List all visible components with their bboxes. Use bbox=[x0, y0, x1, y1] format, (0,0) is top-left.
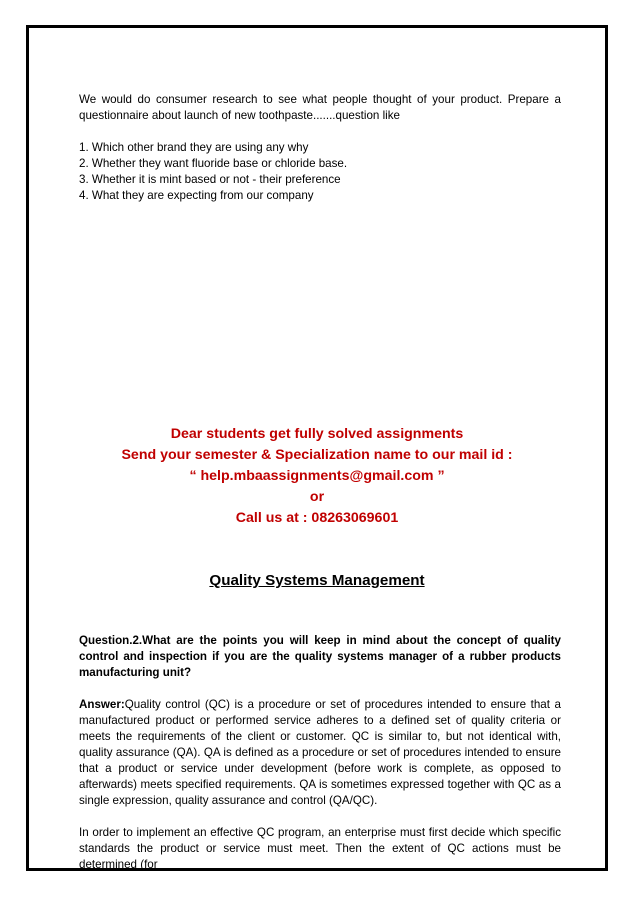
intro-paragraph: We would do consumer research to see what people thought of your product. Prepare a questionnaire about launch of new toothpaste.......question like bbox=[79, 93, 561, 122]
promo-headline: Dear students get fully solved assignments bbox=[170, 426, 464, 442]
promo-instruction: Send your semester & Specialization name to our mail id : bbox=[121, 447, 513, 463]
qa-section bbox=[79, 633, 561, 889]
question-list bbox=[79, 140, 561, 204]
body-paragraph: In order to implement an effective QC program, an enterprise must first decide which specific standards the product or service must meet. Then the extent of QC actions must be determined (for bbox=[79, 826, 561, 871]
promo-email[interactable]: “ help.mbaassignments@gmail.com ” bbox=[189, 468, 445, 484]
answer-paragraph bbox=[79, 697, 561, 809]
list-item: 2. Whether they want fluoride base or chloride base. bbox=[79, 157, 348, 170]
question-text: Question.2.What are the points you will keep in mind about the concept of quality control and inspection if you are the quality systems manager of a rubber products manufacturing unit? bbox=[79, 634, 561, 679]
promo-block bbox=[26, 424, 608, 529]
promo-phone[interactable]: Call us at : 08263069601 bbox=[235, 510, 399, 526]
answer-text: Quality control (QC) is a procedure or set of procedures intended to ensure that a manufactured product or performed service adheres to a defined set of quality criteria or meets the requirements of the client or customer. QC is similar to, but not identical with, quality assurance (QA). QA is defined as a procedure or set of procedures intended to ensure that a product or service under development (before work is complete, as opposed to afterwards) meets specified requirements. QA is sometimes expressed together with QC as a single expression, quality assurance and control (QA/QC). bbox=[79, 698, 561, 807]
promo-or: or bbox=[309, 489, 325, 505]
answer-label: Answer: bbox=[79, 698, 125, 711]
section-title: Quality Systems Management bbox=[209, 572, 425, 589]
list-item: 1. Which other brand they are using any why bbox=[79, 141, 309, 154]
list-item: 4. What they are expecting from our company bbox=[79, 189, 314, 202]
intro-section bbox=[79, 92, 561, 204]
list-item: 3. Whether it is mint based or not - their preference bbox=[79, 173, 341, 186]
